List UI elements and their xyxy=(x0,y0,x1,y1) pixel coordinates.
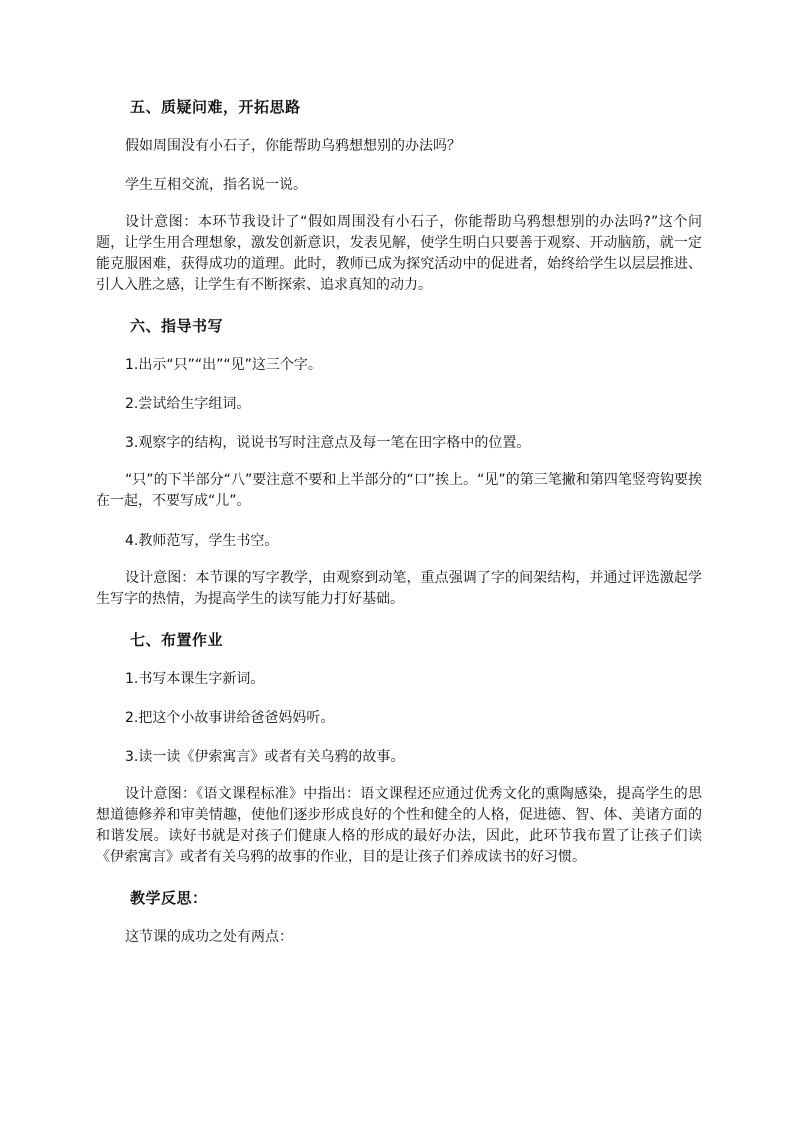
section-heading: 教学反思： xyxy=(130,889,208,907)
paragraph: 3.观察字的结构，说说书写时注意点及每一笔在田字格中的位置。 xyxy=(125,435,531,451)
paragraph: 学生互相交流，指名说一说。 xyxy=(125,177,307,193)
design-intent-paragraph: 设计意图：本节课的写字教学，由观察到动笔，重点强调了字的间架结构，并通过评选激起学生写字的热情，为提高学生的读写能力打好基础。 xyxy=(96,570,702,607)
paragraph: 假如周围没有小石子，你能帮助乌鸦想想别的办法吗？ xyxy=(125,138,461,154)
paragraph: 2.把这个小故事讲给爸爸妈妈听。 xyxy=(125,710,335,726)
section-heading: 五、质疑问难，开拓思路 xyxy=(130,98,301,116)
paragraph: 2.尝试给生字组词。 xyxy=(125,396,251,412)
section-heading: 六、指导书写 xyxy=(130,317,224,335)
paragraph: 4.教师范写，学生书空。 xyxy=(125,533,279,549)
section-heading: 七、布置作业 xyxy=(130,631,224,649)
document-body xyxy=(96,94,702,964)
paragraph: 这节课的成功之处有两点： xyxy=(125,929,293,945)
design-intent-paragraph: 设计意图：本环节我设计了“假如周围没有小石子，你能帮助乌鸦想想别的办法吗?”这个问题，让学生用合理想象，激发创新意识，发表见解，使学生明白只要善于观察、开动脑筋，就一定能克服困难，获得成功的道理。此时，教师已成为探究活动中的促进者，始终给学生以层层推进、引人入胜之感，让学生有不断探索、追求真知的动力。 xyxy=(96,214,702,293)
design-intent-paragraph: 设计意图：《语文课程标准》中指出：语文课程还应通过优秀文化的熏陶感染，提高学生的思想道德修养和审美情趣，使他们逐步形成良好的个性和健全的人格，促进德、智、体、美诸方面的和谐发展。读好书就是对孩子们健康人格的形成的最好办法，因此，此环节我布置了让孩子们读《伊索寓言》或者有关乌鸦的故事的作业，目的是让孩子们养成读书的好习惯。 xyxy=(96,786,702,865)
paragraph: 3.读一读《伊索寓言》或者有关乌鸦的故事。 xyxy=(125,749,405,765)
paragraph: “只”的下半部分“八”要注意不要和上半部分的“口”挨上。“见”的第三笔撇和第四笔竖弯钩要挨在一起，不要写成“儿”。 xyxy=(96,472,702,509)
paragraph: 1.出示“只”“出”“见”这三个字。 xyxy=(125,357,322,373)
paragraph: 1.书写本课生字新词。 xyxy=(125,671,265,687)
